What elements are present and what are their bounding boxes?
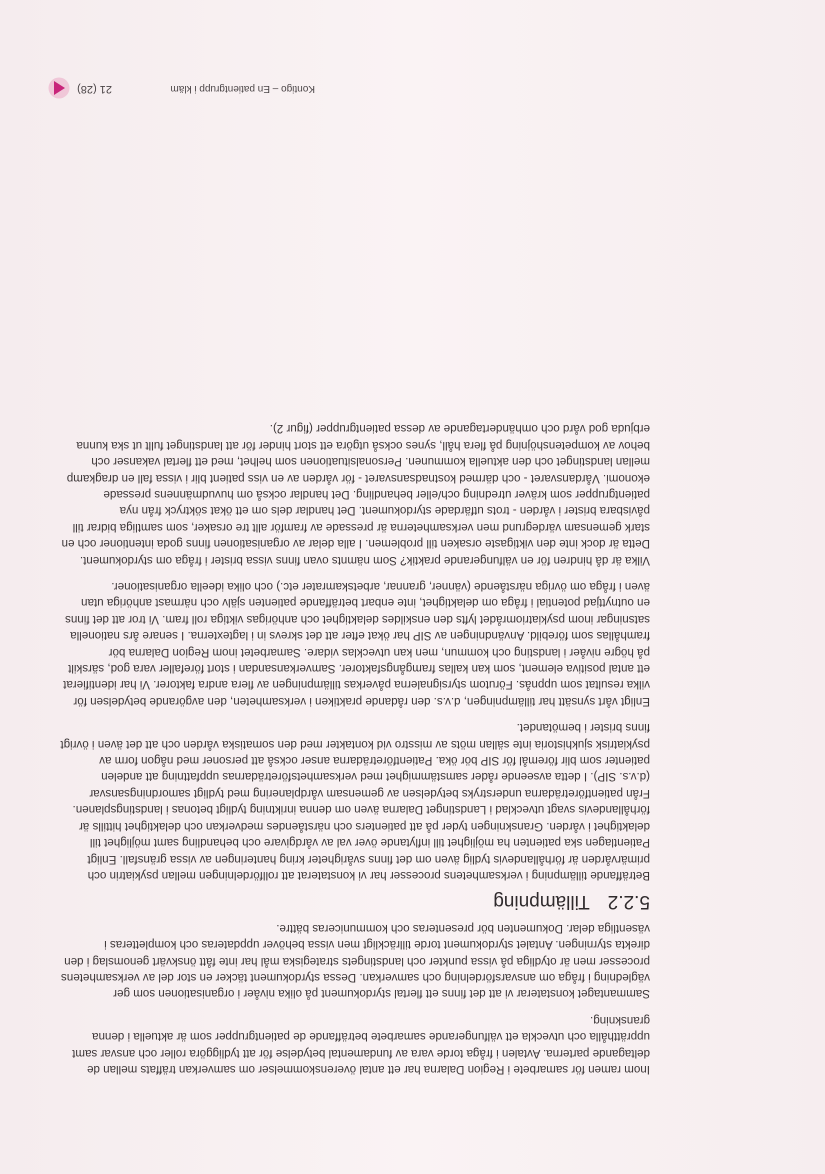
paragraph-governing-documents: Sammantaget konstaterar vi att det finns ett flertal styrdokument på olika nivåer i organisationen som ger vägledning i fråga om ansvarsfördelning och samverkan. Dessa styrdokument täcker en stor del av verksamhetens processer men är otydliga på vissa punkter och landstingets strategiska mål har inte fått önskvärt genomslag i den direkta styrningen. Antalet styrdokument torde tillräckligt men vissa behöver uppdateras och kompletteras i väsentliga delar. Dokumenten bör presenteras och kommuniceras bättre. xyxy=(61,921,650,1001)
body-text xyxy=(60,410,650,1077)
page-marker-icon xyxy=(48,77,70,99)
section-title: Tillämpning xyxy=(493,891,590,913)
page-footer xyxy=(50,75,650,99)
section-heading xyxy=(60,891,650,913)
footer-page-number: 21 (28) xyxy=(77,83,112,95)
paragraph-success-factors: Enligt vårt synsätt har tillämpningen, d.v.s. den rådande praktiken i verksamheten, den avgörande betydelsen för vilka resultat som uppnås. Förutom styrsignalerna påverkas tillämpningen av flera andra faktorer. Vi har identifierat ett antal positiva element, som kan kallas framgångsfaktorer. Samverkansandan i stort förefaller vara god, särskilt på högre nivåer i landsting och kommun, men kan utvecklas vidare. Samarbetet inom Region Dalarna bör framhållas som förebild. Användningen av SIP har ökat efter att det skrevs in i lagtexterna. I senare års nationella satsningar inom psykiatriområdet lyfts den enskildes delaktighet och anhörigas viktiga roll fram. Vi tror att det finns en outnyttjad potential i fråga om delaktighet, inte enbart beträffande patienten själv och närmast anhöriga utan även i fråga om övriga närstående (vänner, grannar, arbetskamrater etc.) och olika ideella organisationer. xyxy=(63,580,650,708)
footer-document-title: Kontigo – En patientgrupp i kläm xyxy=(170,83,315,94)
section-number: 5.2.2 xyxy=(607,891,650,913)
paragraph-obstacles: Vilka är då hindren för en välfungerande praktik? Som nämnts ovan finns vissa brister i fråga om styrdokument. Detta är dock inte den viktigaste orsaken till problemen. I alla delar av organisationen finns goda intentioner och en stark gemensam värdegrund men verksamheterna är pressade av framför allt tre orsaker, som samtliga bidrar till påvisbara brister i vården - trots utfärdade styrdokument. Det handlar dels om ett ökat söktryck från nya patientgrupper som kräver utredning och/eller behandling. Det handlar också om huvudmännens pressade ekonomi. Vårdansvaret - och därmed kostnadsansvaret - för vården av en viss patient blir i vissa fall en dragkamp mellan landstinget och den aktuella kommunen. Personalsituationen som helhet, med ett flertal vakanser och behov av kompetenshöjning på flera håll, synes också utgöra ett stort hinder för att landstinget fullt ut ska kunna erbjuda god vård och omhändertagande av dessa patientgrupper (figur 2). xyxy=(61,422,650,567)
paragraph-agreements: Inom ramen för samarbete i Region Dalarna har ett antal överenskommelser om samverkan träffats mellan de deltagande parterna. Avtalen i fråga torde vara av fundamental betydelse för att tydliggöra roller och ansvar samt upprätthålla och utveckla ett välfungerande samarbete beträffande de patientgrupper som är aktuella i denna granskning. xyxy=(72,1013,650,1076)
paragraph-application: Beträffande tillämpning i verksamhetens processer har vi konstaterat att rollfördelningen mellan psykiatrin och primärvården är förhållandevis tydlig även om det finns svårigheter kring hanteringen av vissa gränsfall. Enligt Patientlagen ska patienten ha möjlighet till inflytande över val av vårdgivare och behandling samt möjlighet till delaktighet i vården. Granskningen tyder på att patienters och närståendes medverkan och delaktighet hittills är förhållandevis svagt utvecklad i Landstinget Dalarna även om denna inriktning tydligt betonas i landstingsplanen. Från patientföreträdarna understryks betydelsen av gemensam vårdplanering med tydligt samordningsansvar (d.v.s. SIP). I detta avseende råder samstämmighet med verksamhetsföreträdarnas uppfattning att andelen patienter som blir föremål för SIP bör öka. Patientföreträdarna anser också att personer med någon form av psykiatrisk sjukhistoria inte sällan möts av misstro vid kontakter med den somatiska vården och att det även i övrigt finns brister i bemötandet. xyxy=(60,721,650,882)
